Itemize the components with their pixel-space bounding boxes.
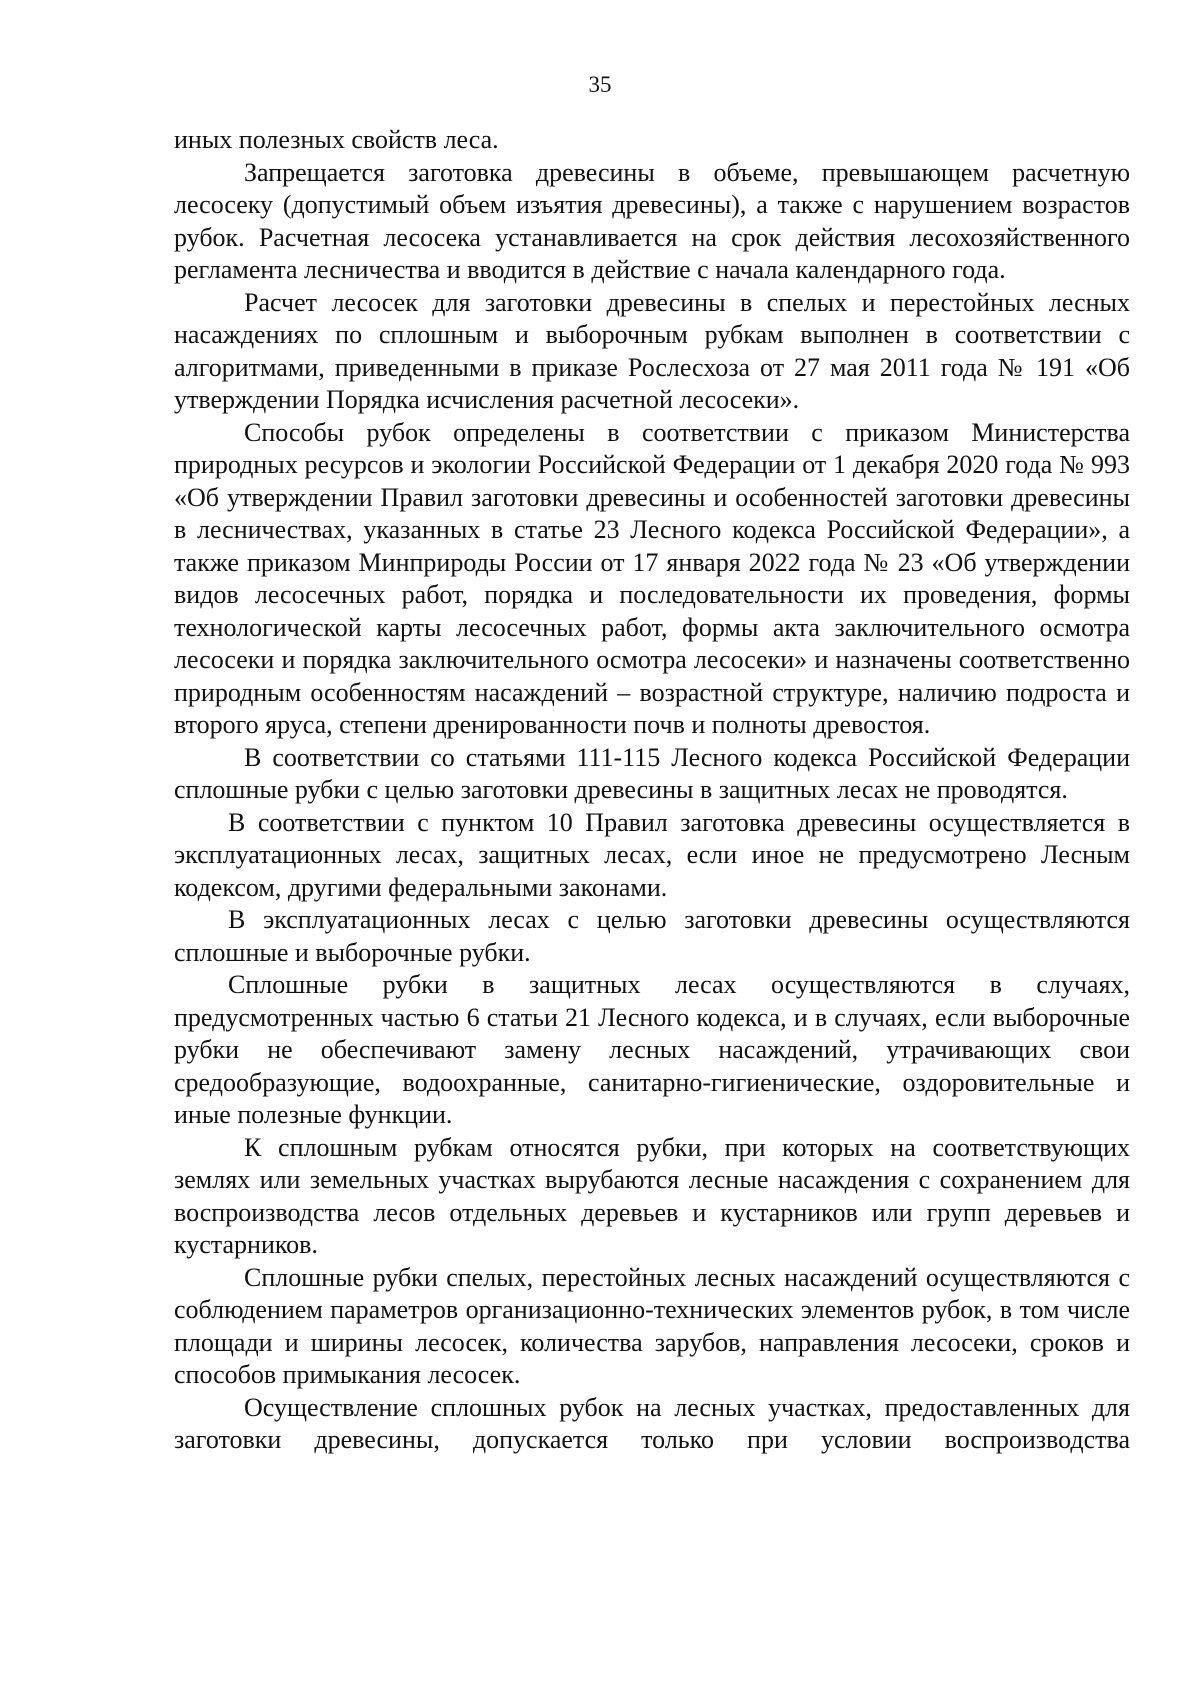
page-number: 35 <box>588 72 612 97</box>
paragraph-clear-cutting-parameters: Сплошные рубки спелых, перестойных лесных насаждений осуществляются с соблюдением параметров организационно-технических элементов рубок, в том числе площади и ширины лесосек, количества зарубов, направления лесосеки, сроков и способов примыкания лесосек. <box>174 1262 1130 1389</box>
paragraph-cutting-area-calculation: Расчет лесосек для заготовки древесины в спелых и перестойных лесных насаждениях по сплошным и выборочным рубкам выполнен в соответствии с алгоритмами, приведенными в приказе Рослесхоза от 27 мая 2011 года № 191 «Об утверждении Порядка исчисления расчетной лесосеки». <box>174 287 1130 414</box>
paragraph-clear-cutting-definition: К сплошным рубкам относятся рубки, при которых на соответствующих землях или земельных участках вырубаются лесные насаждения с сохранением для воспроизводства лесов отдельных деревьев и кустарников или групп деревьев и кустарников. <box>174 1132 1130 1259</box>
paragraph-protective-forests: В соответствии со статьями 111-115 Лесного кодекса Российской Федерации сплошные рубки с целью заготовки древесины в защитных лесах не проводятся. <box>174 742 1130 804</box>
paragraph-clear-cutting-conditions: Осуществление сплошных рубок на лесных участках, предоставленных для заготовки древесины, допускается только при условии воспроизводства <box>174 1392 1130 1454</box>
paragraph-logging-limits: Запрещается заготовка древесины в объеме, превышающем расчетную лесосеку (допустимый объем изъятия древесины), а также с нарушением возрастов рубок. Расчетная лесосека устанавливается на срок действия лесохозяйственного регламента лесничества и вводится в действие с начала календарного года. <box>174 157 1130 284</box>
paragraph-felling-methods: Способы рубок определены в соответствии с приказом Министерства природных ресурсов и экологии Российской Федерации от 1 декабря 2020 года № 993 «Об утверждении Правил заготовки древесины и особенностей заготовки древесины в лесничествах, указанных в статье 23 Лесного кодекса Российской Федерации», а также приказом Минприроды России от 17 января 2022 года № 23 «Об утверждении видов лесосечных работ, порядка и последовательности их проведения, формы технологической карты лесосечных работ, формы акта заключительного осмотра лесосеки и порядка заключительного осмотра лесосеки» и назначены соответственно природным особенностям насаждений – возрастной структуре, наличию подроста и второго яруса, степени дренированности почв и полноты древостоя. <box>174 417 1130 739</box>
paragraph-exploitation-forests: В эксплуатационных лесах с целью заготовки древесины осуществляются сплошные и выборочные рубки. <box>174 905 1130 967</box>
paragraph-clear-cutting-cases: Сплошные рубки в защитных лесах осуществляются в случаях, предусмотренных частью 6 статьи 21 Лесного кодекса, и в случаях, если выборочные рубки не обеспечивают замену лесных насаждений, утрачивающих свои средообразующие, водоохранные, санитарно-гигиенические, оздоровительные и иные полезные функции. <box>174 970 1130 1129</box>
paragraph-continuation: иных полезных свойств леса. <box>174 125 499 154</box>
document-body <box>174 124 1130 1457</box>
paragraph-rule-10: В соответствии с пунктом 10 Правил заготовка древесины осуществляется в эксплуатационных лесах, защитных лесах, если иное не предусмотрено Лесным кодексом, другими федеральными законами. <box>174 807 1130 902</box>
